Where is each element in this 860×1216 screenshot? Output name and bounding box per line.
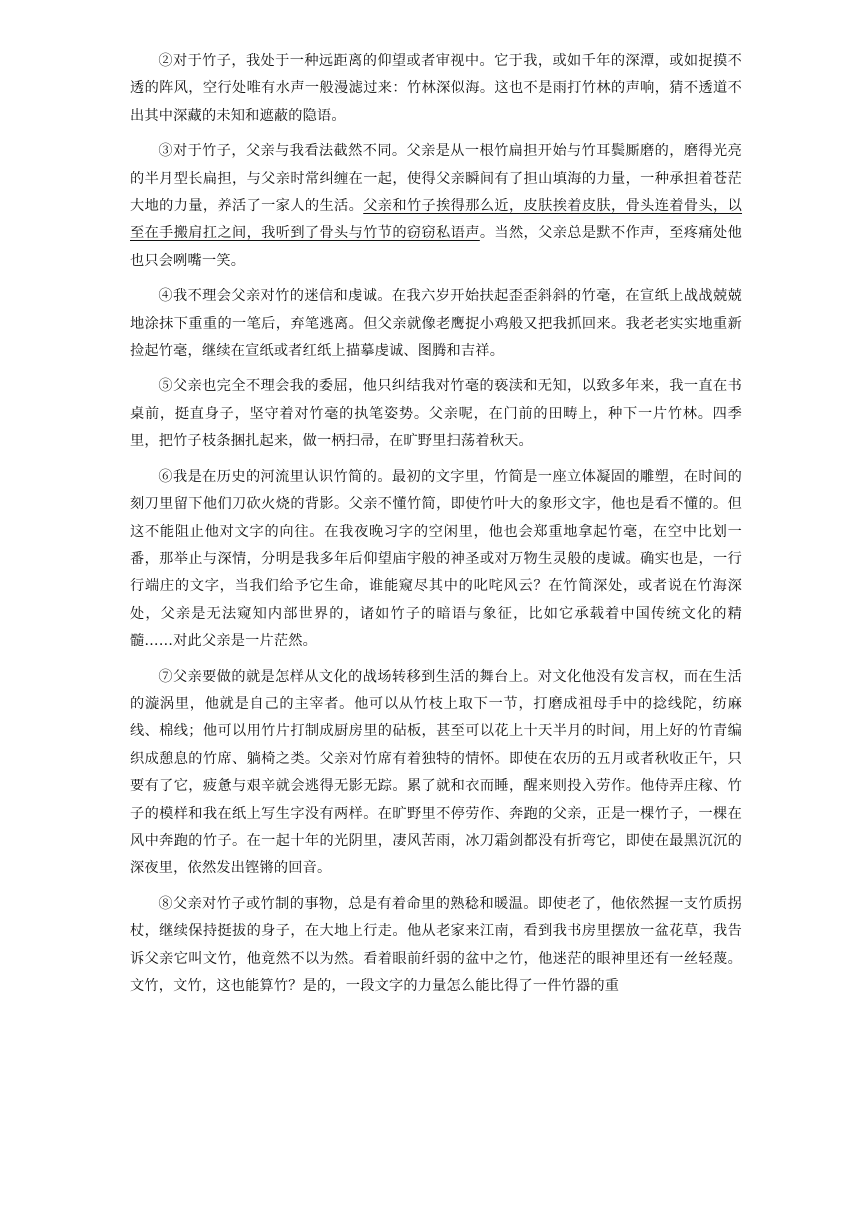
paragraph-3-text-after: 。当然，父亲总是默不作声，至疼痛处他也只会咧嘴一笑。 [130, 225, 742, 269]
paragraph-8: ⑧父亲对竹子或竹制的事物，总是有着命里的熟稔和暖温。即使老了，他依然握一支竹质拐杖，继续保持挺拔的身子，在大地上行走。他从老家来江南，看到我书房里摆放一盆花草，我告诉父亲它叫文竹，他竟然不以为然。看着眼前纤弱的盆中之竹，他迷茫的眼神里还有一丝轻蔑。文竹，文竹，这也能算竹？是的，一段文字的力量怎么能比得了一件竹器的重 [130, 895, 742, 994]
document-page [130, 48, 742, 1008]
paragraph-3 [130, 138, 742, 275]
paragraph-4: ④我不理会父亲对竹的迷信和虔诚。在我六岁开始扶起歪歪斜斜的竹毫，在宣纸上战战兢兢地涂抹下重重的一笔后，弃笔逃离。但父亲就像老鹰捉小鸡般又把我抓回来。我老老实实地重新捡起竹毫，继续在宣纸或者红纸上描摹虔诚、图腾和吉祥。 [130, 288, 742, 360]
paragraph-7: ⑦父亲要做的就是怎样从文化的战场转移到生活的舞台上。对文化他没有发言权，而在生活的漩涡里，他就是自己的主宰者。他可以从竹枝上取下一节，打磨成祖母手中的捻线陀，纺麻线、棉线；他可以用竹片打制成厨房里的砧板，甚至可以花上十天半月的时间，用上好的竹青编织成憩息的竹席、躺椅之类。父亲对竹席有着独特的情怀。即使在农历的五月或者秋收正午，只要有了它，疲惫与艰辛就会逃得无影无踪。累了就和衣而睡，醒来则投入劳作。他侍弄庄稼、竹子的模样和我在纸上写生字没有两样。在旷野里不停劳作、奔跑的父亲，正是一棵竹子，一棵在风中奔跑的竹子。在一起十年的光阴里，凄风苦雨，冰刀霜剑都没有折弯它，即使在最黑沉沉的深夜里，依然发出铿锵的回音。 [130, 668, 742, 877]
paragraph-3-underlined-sentence: 父亲和竹子挨得那么近，皮肤挨着皮肤，骨头连着骨头，以至在手搬肩扛之间，我听到了骨头与竹节的窃窃私语声 [130, 198, 743, 242]
paragraph-3-text-before: ③对于竹子，父亲与我看法截然不同。父亲是从一根竹扁担开始与竹耳鬓厮磨的，磨得光亮的半月型长扁担，与父亲时常纠缠在一起，使得父亲瞬间有了担山填海的力量，一种承担着苍茫大地的力量，养活了一家人的生活。 [130, 143, 742, 215]
paragraph-6: ⑥我是在历史的河流里认识竹简的。最初的文字里，竹简是一座立体凝固的雕塑，在时间的刻刀里留下他们刀砍火烧的背影。父亲不懂竹简，即使竹叶大的象形文字，他也是看不懂的。但这不能阻止他对文字的向往。在我夜晚习字的空闲里，他也会郑重地拿起竹毫，在空中比划一番，那举止与深情，分明是我多年后仰望庙宇般的神圣或对万物生灵般的虔诚。确实也是，一行行端庄的文字，当我们给予它生命，谁能窥尽其中的叱咤风云？在竹简深处，或者说在竹海深处，父亲是无法窥知内部世界的，诸如竹子的暗语与象征，比如它承载着中国传统文化的精髓……对此父亲是一片茫然。 [130, 468, 742, 650]
paragraph-5: ⑤父亲也完全不理会我的委屈，他只纠结我对竹毫的亵渎和无知，以致多年来，我一直在书桌前，挺直身子，坚守着对竹毫的执笔姿势。父亲呢，在门前的田畴上，种下一片竹林。四季里，把竹子枝条捆扎起来，做一柄扫帚，在旷野里扫荡着秋天。 [130, 378, 742, 450]
paragraph-2: ②对于竹子，我处于一种远距离的仰望或者审视中。它于我，或如千年的深潭，或如捉摸不透的阵风，空行处唯有水声一般漫滤过来：竹林深似海。这也不是雨打竹林的声响，猜不透道不出其中深藏的未知和遮蔽的隐语。 [130, 53, 742, 124]
